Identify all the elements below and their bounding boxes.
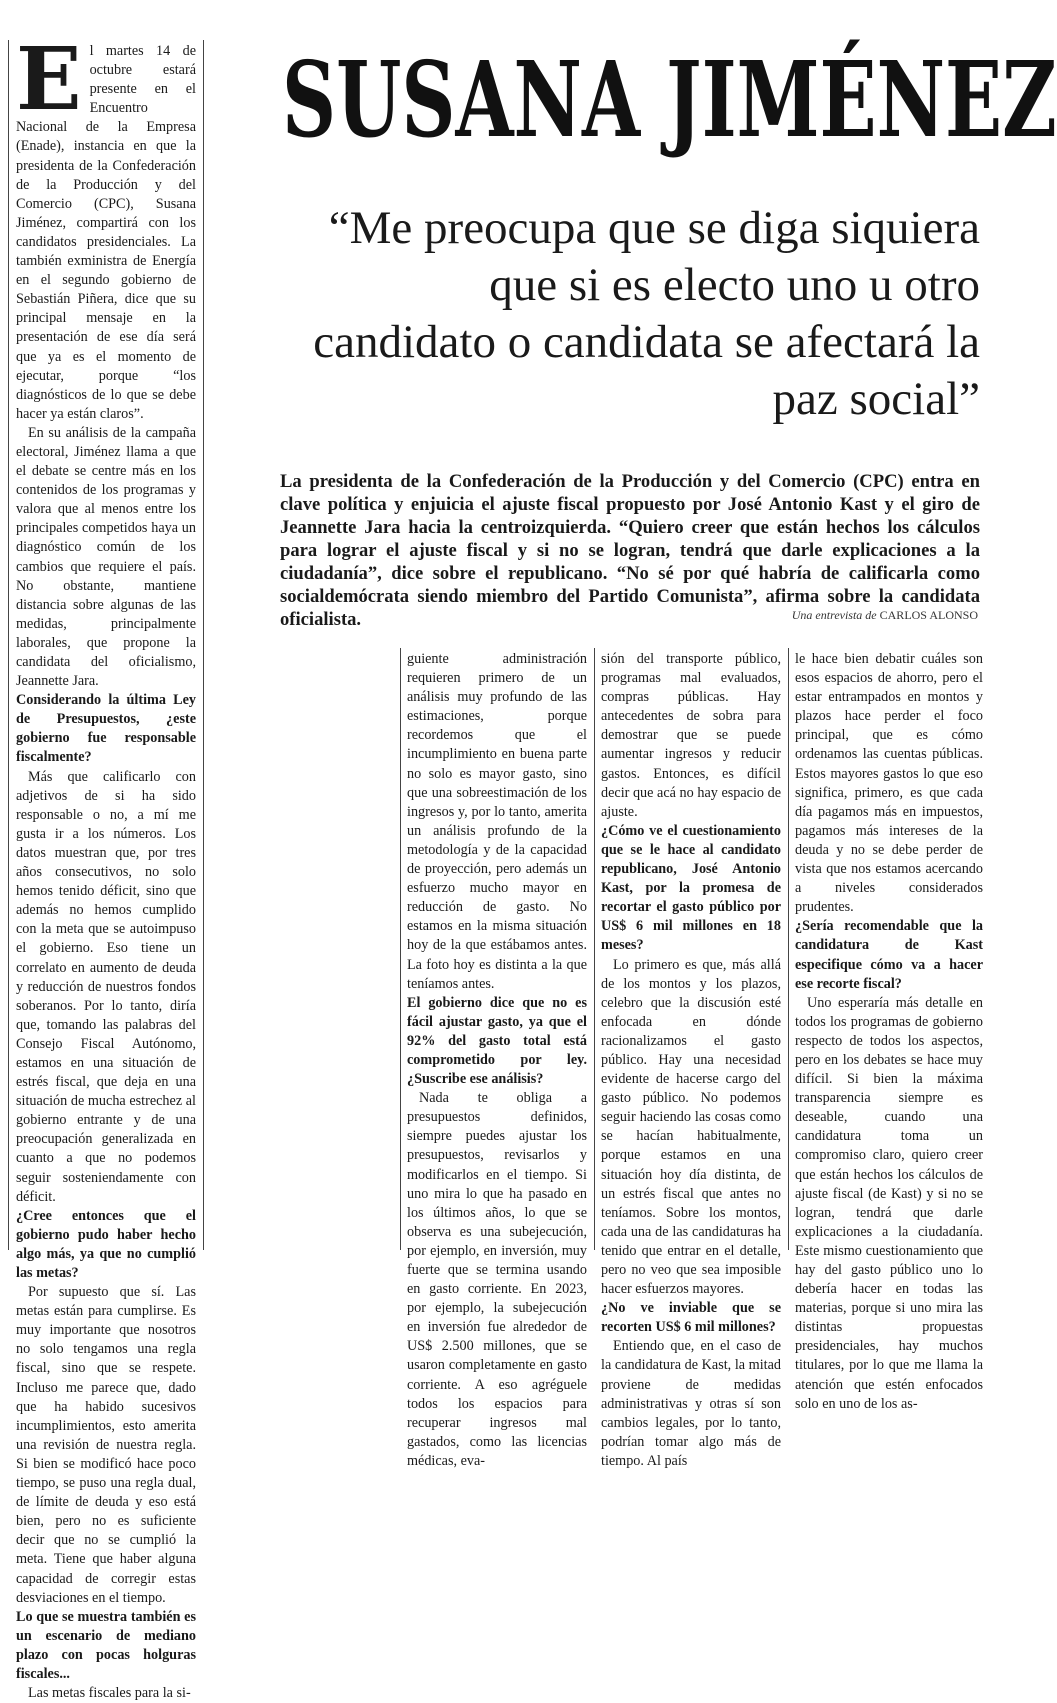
column-rule	[203, 40, 204, 1250]
interview-answer: Las metas fiscales para la si-	[28, 1685, 191, 1702]
interview-answer: guiente administración requieren primero de un análisis muy profundo de las estimaciones, porque recordemos que el incumplimiento en buena parte no solo es mayor gasto, sino que una sobreestimación de los ingresos y, por lo tanto, amerita un análisis profundo de la metodología y de la capacidad de proyección, pero además un esfuerzo mucho mayor en reducción de gasto. No estamos en la misma situación hoy de la que estábamos antes. La foto hoy es distinta a la que teníamos antes.	[407, 651, 587, 992]
drop-cap: E	[16, 29, 82, 130]
interview-question: El gobierno dice que no es fácil ajustar gasto, ya que el 92% del gasto total está comprometido por ley. ¿Suscribe ese análisis?	[407, 994, 587, 1088]
interview-answer: Nada te obliga a presupuestos definidos, siempre puedes ajustar los presupuestos, revisarlos y modificarlos en el tiempo. Si uno mira lo que ha pasado en los últimos años, lo que se observa es una subejecución, por ejemplo, en inversión, muy fuerte que se termina usando en gasto corriente. En 2023, por ejemplo, la subejecución en inversión fue alrededor de US$ 2.500 millones, que se usaron completamente en gasto corriente. A eso agréguele todos los espacios para recuperar ingresos mal gastados, como las licencias médicas, eva-	[407, 1090, 587, 1469]
intro-paragraph	[16, 29, 196, 424]
byline	[792, 608, 978, 623]
body-paragraph: En su análisis de la campaña electoral, Jiménez llama a que el debate se centre más en los contenidos de los programas y valora que al menos entre los principales competidos haya un diagnóstico común de los cambios que requiere el país. No obstante, mantiene distancia sobre algunas de las medidas, principalmente laborales, que propone la candidata del oficialismo, Jeannette Jara.	[16, 424, 196, 690]
byline-author: CARLOS ALONSO	[879, 608, 978, 622]
interview-question: ¿Cómo ve el cuestionamiento que se le hace al candidato republicano, José Antonio Kast, por la promesa de recortar el gasto público por US$ 6 mil millones en 18 meses?	[601, 822, 781, 954]
article-column-4	[795, 650, 983, 1412]
interview-answer: Más que calificarlo con adjetivos de si ha sido responsable o no, a mí me gusta ir a los números. Los datos muestran que, por tres años consecutivos, no solo hemos tenido déficit, sino que además no hemos cumplido con la meta que se autoimpuso el gobierno. Eso tiene un correlato en aumento de deuda y reducción de nuestros fondos soberanos. Por lo tanto, diría que, tomando las palabras del Consejo Fiscal Autónomo, estamos en una situación de estrés fiscal, que deja en una situación de mucha estrechez al gobierno entrante y de una preocupación generalizada en cuanto a que no podemos seguir sosteniendamente con déficit.	[16, 768, 196, 1205]
pull-quote: “Me preocupa que se diga siquiera que si es electo uno u otro candidato o candidata se afectará la paz social”	[313, 202, 980, 425]
interview-question: ¿Cree entonces que el gobierno pudo haber hecho algo más, ya que no cumplió las metas?	[16, 1207, 196, 1281]
interview-answer: Lo primero es que, más allá de los montos y los plazos, celebro que la discusión esté enfocada en dónde racionalizamos el gasto público. Hay una necesidad evidente de hacerse cargo del gasto público. No podemos seguir haciendo las cosas como se hacían habitualmente, porque estamos en una situación hoy día distinta, de un estrés fiscal que antes no teníamos. Sobre los montos, cada una de las candidaturas ha tenido que entrar en el detalle, pero no veo que sea imposible hacer esfuerzos mayores.	[601, 956, 781, 1298]
interview-answer: Por supuesto que sí. Las metas están para cumplirse. Es muy importante que nosotros no solo tengamos una regla fiscal, sino que se respete. Incluso me parece que, dado que ha habido sucesivos incumplimientos, esto amerita una revisión de nuestra regla. Si bien se modificó hace poco tiempo, se puso una regla dual, de límite de deuda y eso está bien, pero no es suficiente decir que no se cumplió la meta. Tiene que haber alguna capacidad de corregir estas desviaciones en el tiempo.	[16, 1284, 196, 1606]
column-rule	[788, 648, 789, 1250]
interview-question: Lo que se muestra también es un escenario de mediano plazo con pocas holguras fiscales...	[16, 1608, 196, 1682]
interview-question: ¿No ve inviable que se recorten US$ 6 mil millones?	[601, 1300, 781, 1336]
column-rule	[400, 648, 401, 1250]
interview-answer: sión del transporte público, programas mal evaluados, compras públicas. Hay antecedentes de sobra para demostrar que se puede aumentar ingresos y reducir gastos. Entonces, es difícil decir que acá no hay espacio de ajuste.	[601, 651, 781, 820]
interview-answer: Entiendo que, en el caso de la candidatura de Kast, la mitad proviene de medidas administrativas y otras sí son cambios legales, por lo tanto, podrían tomar algo más de tiempo. Al país	[601, 1338, 781, 1469]
interview-answer: le hace bien debatir cuáles son esos espacios de ahorro, pero el estar entrampados en montos y plazos hace perder el foco principal, que es cómo ordenamos las cuentas públicas. Estos mayores gastos lo que eso significa, primero, es que cada día pagamos más en impuestos, pagamos más intereses de la deuda y no se debe perder de vista que nos estamos acercando a niveles considerados prudentes.	[795, 651, 983, 916]
left-column-rule	[8, 40, 9, 1250]
article-column-3	[601, 650, 781, 1469]
intro-text: l martes 14 de octubre estará presente en el Encuentro Nacional de la Empresa (Enade), instancia en que la presidenta de la Confederación de la Producción y del Comercio (CPC), Susana Jiménez, compartirá con los candidatos presidenciales. La también exministra de Energía en el segundo gobierno de Sebastián Piñera, dice que su principal mensaje en la presentación de ese día será que ya es el momento de ejecutar, porque “los diagnósticos de lo que se debe hacer ya están claros”.	[16, 43, 196, 422]
column-rule	[594, 648, 595, 1250]
article-lede: La presidenta de la Confederación de la Producción y del Comercio (CPC) entra en clave política y enjuicia el ajuste fiscal propuesto por José Antonio Kast y el giro de Jeannette Jara hacia la centroizquierda. “Quiero creer que están hechos los cálculos para lograr el ajuste fiscal y si no se logran, tendrá que darle explicaciones a la ciudadanía”, dice sobre el republicano. “No sé por qué habría de calificarla como socialdemócrata siendo miembro del Partido Comunista”, afirma sobre la candidata oficialista.	[280, 471, 980, 630]
article-column-1	[16, 29, 196, 1702]
interview-question: ¿Sería recomendable que la candidatura de Kast especifique cómo va a hacer ese recorte fiscal?	[795, 918, 983, 992]
interview-question: Considerando la última Ley de Presupuestos, ¿este gobierno fue responsable fiscalmente?	[16, 692, 196, 766]
interview-answer: Uno esperaría más detalle en todos los programas de gobierno respecto de todos los aspectos, pero en los debates se hace muy difícil. Si bien la máxima transparencia siempre es deseable, cuando una candidatura toma un compromiso claro, quiero creer que están hechos los cálculos de ajuste fiscal (de Kast) y si no se logran, tendrá que darle explicaciones a la ciudadanía. Este mismo cuestionamiento que hay del gasto público uno lo debería hacer en todas las materias, porque si uno mira las distintas propuestas presidenciales, hay muchos titulares, por lo que me llama la atención que estén enfocados solo en uno de los as-	[795, 994, 983, 1412]
byline-prefix: Una entrevista de	[791, 608, 877, 622]
headline-name: SUSANA JIMÉNEZ	[282, 38, 1057, 161]
article-column-2	[407, 650, 587, 1469]
